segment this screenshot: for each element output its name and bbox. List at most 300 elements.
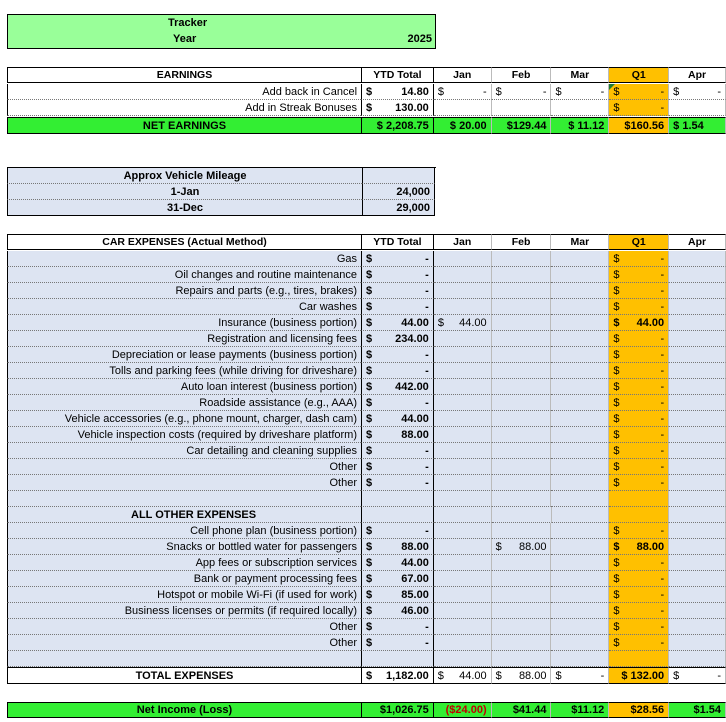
jan-cell[interactable] bbox=[434, 331, 492, 347]
apr-cell[interactable] bbox=[669, 347, 726, 363]
currency-symbol: $ bbox=[613, 540, 620, 553]
year-value: 2025 bbox=[407, 33, 432, 45]
ytd-cell[interactable] bbox=[361, 331, 434, 347]
total-ytd[interactable] bbox=[361, 667, 434, 684]
col-header-jan[interactable]: Jan bbox=[434, 234, 492, 250]
currency-symbol: $ bbox=[613, 636, 620, 649]
blank-cell[interactable] bbox=[434, 491, 492, 507]
apr-cell[interactable] bbox=[669, 459, 726, 475]
mar-cell[interactable] bbox=[551, 459, 609, 475]
mar-cell[interactable] bbox=[551, 587, 609, 603]
ytd-cell[interactable] bbox=[361, 475, 434, 491]
feb-cell[interactable] bbox=[492, 267, 552, 283]
col-header-apr[interactable]: Apr bbox=[669, 67, 726, 83]
expense-label[interactable]: Other bbox=[7, 619, 361, 635]
apr-cell[interactable] bbox=[669, 443, 726, 459]
net-income-ytd[interactable]: $1,026.75 bbox=[361, 702, 434, 718]
mileage-date[interactable]: 1-Jan bbox=[7, 184, 362, 200]
apr-cell[interactable] bbox=[669, 587, 726, 603]
jan-cell[interactable] bbox=[434, 587, 492, 603]
total-feb[interactable] bbox=[492, 667, 552, 684]
jan-cell[interactable] bbox=[434, 571, 492, 587]
apr-cell[interactable] bbox=[669, 427, 726, 443]
feb-cell[interactable] bbox=[492, 443, 552, 459]
jan-cell[interactable] bbox=[434, 539, 492, 555]
mar-cell[interactable] bbox=[551, 251, 609, 267]
q1-cell[interactable] bbox=[609, 635, 669, 651]
feb-cell[interactable] bbox=[492, 363, 552, 379]
expense-label[interactable]: Hotspot or mobile Wi-Fi (if used for work) bbox=[7, 587, 361, 603]
expense-label[interactable]: Vehicle inspection costs (required by driveshare platform) bbox=[7, 427, 361, 443]
expense-label[interactable]: Auto loan interest (business portion) bbox=[7, 379, 361, 395]
expense-row bbox=[7, 523, 726, 539]
mar-cell[interactable] bbox=[551, 635, 609, 651]
apr-cell[interactable] bbox=[669, 315, 726, 331]
mar-cell[interactable] bbox=[551, 539, 609, 555]
ytd-cell[interactable] bbox=[361, 443, 434, 459]
expense-label[interactable]: Snacks or bottled water for passengers bbox=[7, 539, 361, 555]
net-income-jan[interactable]: ($24.00) bbox=[434, 702, 492, 718]
q1-cell[interactable] bbox=[609, 539, 669, 555]
feb-cell[interactable] bbox=[492, 603, 552, 619]
cell-value: 88.00 bbox=[518, 669, 547, 682]
q1-cell[interactable] bbox=[609, 411, 669, 427]
expense-label[interactable]: Repairs and parts (e.g., tires, brakes) bbox=[7, 283, 361, 299]
apr-cell[interactable] bbox=[669, 555, 726, 571]
col-header-mar[interactable]: Mar bbox=[551, 234, 609, 250]
net-earnings-feb[interactable]: $129.44 bbox=[492, 117, 552, 134]
feb-cell[interactable] bbox=[492, 459, 552, 475]
col-header-mar[interactable]: Mar bbox=[551, 67, 609, 83]
currency-symbol: $ bbox=[613, 444, 620, 457]
jan-cell[interactable] bbox=[434, 395, 492, 411]
apr-cell[interactable] bbox=[669, 571, 726, 587]
net-earnings-q1[interactable]: $160.56 bbox=[609, 117, 669, 134]
col-header-ytd[interactable]: YTD Total bbox=[361, 67, 434, 83]
earnings-row bbox=[7, 84, 726, 100]
mileage-header-row bbox=[7, 167, 436, 184]
ytd-cell[interactable] bbox=[361, 251, 434, 267]
q1-cell[interactable] bbox=[609, 347, 669, 363]
cell-value: - bbox=[425, 284, 429, 297]
feb-cell[interactable] bbox=[492, 347, 552, 363]
cell-value: - bbox=[425, 348, 429, 361]
net-earnings-jan[interactable]: $ 20.00 bbox=[434, 117, 492, 134]
blank-cell[interactable] bbox=[361, 491, 434, 507]
net-earnings-apr[interactable]: $ 1.54 bbox=[669, 117, 726, 134]
expense-row bbox=[7, 347, 726, 363]
net-earnings-label[interactable]: NET EARNINGS bbox=[7, 117, 361, 134]
cell-value: - bbox=[425, 620, 429, 633]
other-expenses-header[interactable]: ALL OTHER EXPENSES bbox=[7, 507, 361, 523]
expense-label[interactable]: Cell phone plan (business portion) bbox=[7, 523, 361, 539]
jan-cell[interactable] bbox=[434, 347, 492, 363]
ytd-cell[interactable] bbox=[361, 379, 434, 395]
q1-cell[interactable] bbox=[609, 587, 669, 603]
q1-cell[interactable] bbox=[609, 299, 669, 315]
ytd-cell[interactable] bbox=[361, 427, 434, 443]
mileage-row bbox=[7, 184, 436, 200]
feb-cell[interactable] bbox=[492, 100, 552, 116]
ytd-cell[interactable] bbox=[361, 299, 434, 315]
q1-cell[interactable] bbox=[609, 475, 669, 491]
currency-symbol: $ bbox=[613, 460, 620, 473]
expense-label[interactable]: Car washes bbox=[7, 299, 361, 315]
mar-cell[interactable] bbox=[551, 443, 609, 459]
total-expenses-row bbox=[7, 667, 726, 684]
ytd-cell[interactable] bbox=[361, 84, 434, 100]
blank-cell[interactable] bbox=[492, 507, 552, 523]
tracker-title-box[interactable] bbox=[7, 14, 436, 49]
mileage-row bbox=[7, 200, 436, 216]
currency-symbol: $ bbox=[366, 604, 373, 617]
total-mar[interactable] bbox=[551, 667, 609, 684]
mar-cell[interactable] bbox=[551, 331, 609, 347]
net-income-feb[interactable]: $41.44 bbox=[492, 702, 552, 718]
q1-cell[interactable] bbox=[609, 395, 669, 411]
feb-cell[interactable] bbox=[492, 539, 552, 555]
mar-cell[interactable] bbox=[551, 379, 609, 395]
currency-symbol: $ bbox=[366, 85, 373, 98]
jan-cell[interactable] bbox=[434, 379, 492, 395]
apr-cell[interactable] bbox=[669, 539, 726, 555]
mar-cell[interactable] bbox=[551, 267, 609, 283]
q1-cell[interactable] bbox=[609, 84, 669, 100]
expense-row bbox=[7, 283, 726, 299]
expense-row bbox=[7, 635, 726, 651]
ytd-cell[interactable] bbox=[361, 267, 434, 283]
feb-cell[interactable] bbox=[492, 299, 552, 315]
cell-value: 88.00 bbox=[401, 540, 429, 553]
mar-cell[interactable] bbox=[551, 84, 609, 100]
expense-row bbox=[7, 379, 726, 395]
earnings-header[interactable]: EARNINGS bbox=[7, 67, 361, 83]
ytd-cell[interactable] bbox=[361, 603, 434, 619]
mar-cell[interactable] bbox=[551, 619, 609, 635]
cell-value: 88.00 bbox=[636, 540, 665, 553]
currency-symbol: $ bbox=[613, 396, 620, 409]
jan-cell[interactable] bbox=[434, 603, 492, 619]
net-earnings-ytd[interactable]: $ 2,208.75 bbox=[361, 117, 434, 134]
total-q1[interactable]: $ 132.00 bbox=[609, 667, 669, 684]
mar-cell[interactable] bbox=[551, 299, 609, 315]
ytd-cell[interactable] bbox=[361, 459, 434, 475]
cell-value: - bbox=[425, 460, 429, 473]
expense-label[interactable]: Car detailing and cleaning supplies bbox=[7, 443, 361, 459]
feb-cell[interactable] bbox=[492, 619, 552, 635]
col-header-feb[interactable]: Feb bbox=[492, 234, 552, 250]
feb-cell[interactable] bbox=[492, 283, 552, 299]
expense-row bbox=[7, 555, 726, 571]
currency-symbol: $ bbox=[613, 604, 620, 617]
jan-cell[interactable] bbox=[434, 523, 492, 539]
blank-cell[interactable] bbox=[361, 507, 434, 523]
q1-cell[interactable] bbox=[609, 523, 669, 539]
blank-cell[interactable] bbox=[492, 651, 552, 667]
cell-value: 44.00 bbox=[459, 316, 487, 329]
ytd-cell[interactable] bbox=[361, 571, 434, 587]
cell-value: - bbox=[660, 428, 665, 441]
q1-cell[interactable] bbox=[609, 100, 669, 116]
currency-symbol: $ bbox=[366, 620, 373, 633]
cell-value: - bbox=[660, 348, 665, 361]
mileage-value[interactable]: 29,000 bbox=[362, 200, 435, 216]
feb-cell[interactable] bbox=[492, 523, 552, 539]
mar-cell[interactable] bbox=[551, 475, 609, 491]
total-expenses-label[interactable]: TOTAL EXPENSES bbox=[7, 667, 361, 684]
cell-value: 442.00 bbox=[395, 380, 429, 393]
expense-label[interactable]: Oil changes and routine maintenance bbox=[7, 267, 361, 283]
expense-label[interactable]: Insurance (business portion) bbox=[7, 315, 361, 331]
q1-cell[interactable] bbox=[609, 571, 669, 587]
total-apr[interactable] bbox=[669, 667, 726, 684]
cell-value: - bbox=[425, 268, 429, 281]
cell-value: 44.00 bbox=[459, 669, 487, 682]
net-income-row bbox=[7, 702, 726, 718]
jan-cell[interactable] bbox=[434, 475, 492, 491]
blank-cell[interactable] bbox=[7, 491, 361, 507]
mar-cell[interactable] bbox=[551, 427, 609, 443]
blank-cell[interactable] bbox=[492, 491, 552, 507]
q1-cell[interactable] bbox=[609, 443, 669, 459]
feb-cell[interactable] bbox=[492, 427, 552, 443]
jan-cell[interactable] bbox=[434, 459, 492, 475]
apr-cell[interactable] bbox=[669, 100, 726, 116]
cell-value: 130.00 bbox=[395, 101, 429, 114]
mar-cell[interactable] bbox=[551, 315, 609, 331]
apr-cell[interactable] bbox=[669, 331, 726, 347]
blank-cell[interactable] bbox=[551, 491, 609, 507]
currency-symbol: $ bbox=[366, 348, 373, 361]
expense-label[interactable]: Other bbox=[7, 459, 361, 475]
currency-symbol: $ bbox=[613, 348, 620, 361]
expense-label[interactable]: Depreciation or lease payments (business portion) bbox=[7, 347, 361, 363]
feb-cell[interactable] bbox=[492, 315, 552, 331]
apr-cell[interactable] bbox=[669, 299, 726, 315]
ytd-cell[interactable] bbox=[361, 411, 434, 427]
q1-cell[interactable] bbox=[609, 459, 669, 475]
jan-cell[interactable] bbox=[434, 315, 492, 331]
col-header-q1[interactable]: Q1 bbox=[609, 234, 669, 250]
blank-cell[interactable] bbox=[609, 651, 669, 667]
ytd-cell[interactable] bbox=[361, 315, 434, 331]
blank-cell[interactable] bbox=[552, 507, 610, 523]
mar-cell[interactable] bbox=[551, 347, 609, 363]
q1-cell[interactable] bbox=[609, 331, 669, 347]
q1-cell[interactable] bbox=[609, 363, 669, 379]
feb-cell[interactable] bbox=[492, 587, 552, 603]
currency-symbol: $ bbox=[366, 540, 373, 553]
mileage-date[interactable]: 31-Dec bbox=[7, 200, 362, 216]
cell-value: 44.00 bbox=[401, 316, 429, 329]
blank-cell[interactable] bbox=[669, 651, 726, 667]
ytd-cell[interactable] bbox=[361, 539, 434, 555]
mileage-header[interactable]: Approx Vehicle Mileage bbox=[7, 168, 362, 184]
expense-label[interactable]: Bank or payment processing fees bbox=[7, 571, 361, 587]
expense-label[interactable]: Roadside assistance (e.g., AAA) bbox=[7, 395, 361, 411]
currency-symbol: $ bbox=[366, 101, 373, 114]
apr-cell[interactable] bbox=[669, 283, 726, 299]
row-label[interactable]: Add in Streak Bonuses bbox=[7, 100, 361, 116]
feb-cell[interactable] bbox=[492, 555, 552, 571]
apr-cell[interactable] bbox=[669, 251, 726, 267]
apr-cell[interactable] bbox=[669, 395, 726, 411]
cell-value: - bbox=[660, 300, 665, 313]
feb-cell[interactable] bbox=[492, 411, 552, 427]
feb-cell[interactable] bbox=[492, 635, 552, 651]
q1-cell[interactable] bbox=[609, 251, 669, 267]
feb-cell[interactable] bbox=[492, 571, 552, 587]
apr-cell[interactable] bbox=[669, 84, 726, 100]
mar-cell[interactable] bbox=[551, 555, 609, 571]
expense-row bbox=[7, 315, 726, 331]
blank-row bbox=[7, 651, 726, 667]
jan-cell[interactable] bbox=[434, 363, 492, 379]
expense-label[interactable]: App fees or subscription services bbox=[7, 555, 361, 571]
expense-label[interactable]: Gas bbox=[7, 251, 361, 267]
mar-cell[interactable] bbox=[551, 571, 609, 587]
mar-cell[interactable] bbox=[551, 411, 609, 427]
jan-cell[interactable] bbox=[434, 411, 492, 427]
expense-label[interactable]: Other bbox=[7, 635, 361, 651]
currency-symbol: $ bbox=[613, 428, 620, 441]
apr-cell[interactable] bbox=[669, 267, 726, 283]
jan-cell[interactable] bbox=[434, 84, 492, 100]
currency-symbol: $ bbox=[613, 316, 620, 329]
q1-cell[interactable] bbox=[609, 267, 669, 283]
blank-cell[interactable] bbox=[609, 491, 669, 507]
q1-cell[interactable] bbox=[609, 283, 669, 299]
currency-symbol: $ bbox=[366, 284, 373, 297]
net-income-q1[interactable]: $28.56 bbox=[609, 702, 669, 718]
cell-value: 88.00 bbox=[518, 540, 547, 553]
ytd-cell[interactable] bbox=[361, 283, 434, 299]
cell-value: - bbox=[660, 396, 665, 409]
jan-cell[interactable] bbox=[434, 283, 492, 299]
apr-cell[interactable] bbox=[669, 603, 726, 619]
mar-cell[interactable] bbox=[551, 603, 609, 619]
net-income-label[interactable]: Net Income (Loss) bbox=[7, 702, 361, 718]
jan-cell[interactable] bbox=[434, 251, 492, 267]
mileage-header-value[interactable] bbox=[362, 168, 435, 184]
feb-cell[interactable] bbox=[492, 251, 552, 267]
currency-symbol: $ bbox=[673, 85, 680, 98]
apr-cell[interactable] bbox=[669, 635, 726, 651]
apr-cell[interactable] bbox=[669, 363, 726, 379]
cell-value: - bbox=[660, 332, 665, 345]
currency-symbol: $ bbox=[613, 476, 620, 489]
mar-cell[interactable] bbox=[551, 395, 609, 411]
col-header-feb[interactable]: Feb bbox=[492, 67, 552, 83]
col-header-apr[interactable]: Apr bbox=[669, 234, 726, 250]
currency-symbol: $ bbox=[366, 556, 373, 569]
row-label[interactable]: Add back in Cancel bbox=[7, 84, 361, 100]
blank-cell[interactable] bbox=[669, 507, 726, 523]
ytd-cell[interactable] bbox=[361, 523, 434, 539]
expense-row bbox=[7, 299, 726, 315]
ytd-cell[interactable] bbox=[361, 347, 434, 363]
ytd-cell[interactable] bbox=[361, 555, 434, 571]
ytd-cell[interactable] bbox=[361, 395, 434, 411]
apr-cell[interactable] bbox=[669, 379, 726, 395]
expense-row bbox=[7, 587, 726, 603]
q1-cell[interactable] bbox=[609, 379, 669, 395]
mar-cell[interactable] bbox=[551, 363, 609, 379]
q1-cell[interactable] bbox=[609, 555, 669, 571]
q1-cell[interactable] bbox=[609, 427, 669, 443]
expense-label[interactable]: Registration and licensing fees bbox=[7, 331, 361, 347]
feb-cell[interactable] bbox=[492, 475, 552, 491]
jan-cell[interactable] bbox=[434, 635, 492, 651]
jan-cell[interactable] bbox=[434, 299, 492, 315]
ytd-cell[interactable] bbox=[361, 635, 434, 651]
currency-symbol: $ bbox=[613, 588, 620, 601]
mileage-value[interactable]: 24,000 bbox=[362, 184, 435, 200]
apr-cell[interactable] bbox=[669, 411, 726, 427]
q1-cell[interactable] bbox=[609, 603, 669, 619]
currency-symbol: $ bbox=[613, 268, 620, 281]
blank-cell[interactable] bbox=[609, 507, 669, 523]
cell-value: - bbox=[425, 476, 429, 489]
net-income-mar[interactable]: $11.12 bbox=[551, 702, 609, 718]
total-jan[interactable] bbox=[434, 667, 492, 684]
apr-cell[interactable] bbox=[669, 523, 726, 539]
col-header-ytd[interactable]: YTD Total bbox=[361, 234, 434, 250]
jan-cell[interactable] bbox=[434, 619, 492, 635]
feb-cell[interactable] bbox=[492, 331, 552, 347]
ytd-cell[interactable] bbox=[361, 100, 434, 116]
year-label: Year bbox=[173, 33, 197, 45]
mar-cell[interactable] bbox=[551, 283, 609, 299]
blank-cell[interactable] bbox=[434, 651, 492, 667]
q1-cell[interactable] bbox=[609, 619, 669, 635]
mar-cell[interactable] bbox=[551, 100, 609, 116]
blank-cell[interactable] bbox=[7, 651, 361, 667]
feb-cell[interactable] bbox=[492, 395, 552, 411]
jan-cell[interactable] bbox=[434, 267, 492, 283]
blank-cell[interactable] bbox=[551, 651, 609, 667]
expense-label[interactable]: Vehicle accessories (e.g., phone mount, charger, dash cam) bbox=[7, 411, 361, 427]
currency-symbol: $ bbox=[437, 316, 444, 329]
col-header-q1[interactable]: Q1 bbox=[609, 67, 669, 83]
expense-label[interactable]: Other bbox=[7, 475, 361, 491]
apr-cell[interactable] bbox=[669, 475, 726, 491]
ytd-cell[interactable] bbox=[361, 363, 434, 379]
jan-cell[interactable] bbox=[434, 100, 492, 116]
blank-cell[interactable] bbox=[669, 491, 726, 507]
feb-cell[interactable] bbox=[492, 84, 552, 100]
jan-cell[interactable] bbox=[434, 555, 492, 571]
expense-label[interactable]: Tolls and parking fees (while driving for driveshare) bbox=[7, 363, 361, 379]
expense-label[interactable]: Business licenses or permits (if required locally) bbox=[7, 603, 361, 619]
jan-cell[interactable] bbox=[434, 443, 492, 459]
q1-cell[interactable] bbox=[609, 315, 669, 331]
blank-cell[interactable] bbox=[361, 651, 434, 667]
cell-value: 44.00 bbox=[636, 316, 665, 329]
ytd-cell[interactable] bbox=[361, 619, 434, 635]
ytd-cell[interactable] bbox=[361, 587, 434, 603]
apr-cell[interactable] bbox=[669, 619, 726, 635]
blank-cell[interactable] bbox=[434, 507, 492, 523]
feb-cell[interactable] bbox=[492, 379, 552, 395]
expense-row bbox=[7, 475, 726, 491]
col-header-jan[interactable]: Jan bbox=[434, 67, 492, 83]
car-expenses-header[interactable]: CAR EXPENSES (Actual Method) bbox=[7, 234, 361, 250]
net-earnings-mar[interactable]: $ 11.12 bbox=[551, 117, 609, 134]
mar-cell[interactable] bbox=[551, 523, 609, 539]
jan-cell[interactable] bbox=[434, 427, 492, 443]
net-income-apr[interactable]: $1.54 bbox=[669, 702, 726, 718]
